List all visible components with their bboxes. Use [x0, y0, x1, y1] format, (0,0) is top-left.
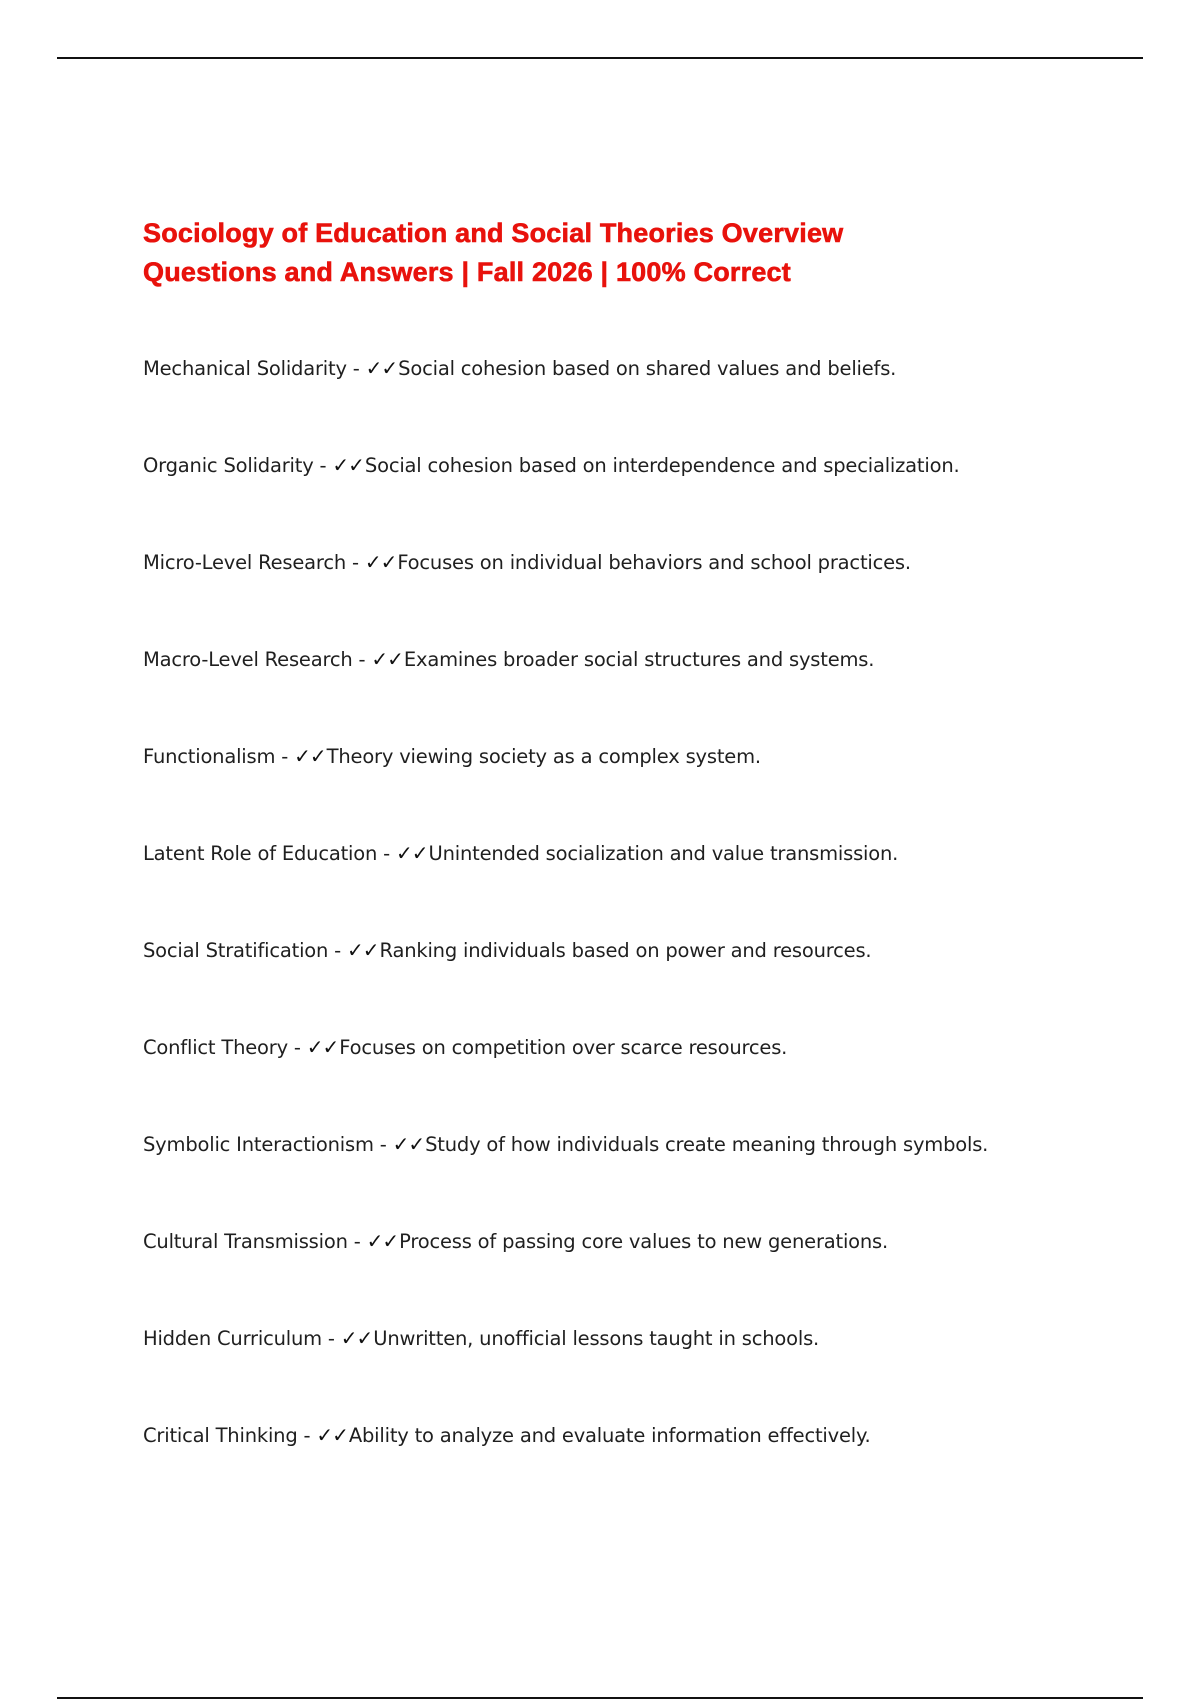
check-icon: ✓✓: [396, 841, 428, 865]
qa-item: [143, 743, 1103, 840]
qa-definition: Unwritten, unofficial lessons taught in schools.: [373, 1327, 820, 1350]
qa-definition: Process of passing core values to new generations.: [399, 1230, 889, 1253]
check-icon: ✓✓: [316, 1423, 348, 1447]
qa-separator: -: [377, 842, 396, 865]
qa-separator: -: [287, 1036, 307, 1059]
qa-definition: Focuses on competition over scarce resources.: [339, 1036, 788, 1059]
check-icon: ✓✓: [347, 938, 379, 962]
qa-item: [143, 1034, 1103, 1131]
qa-item: [143, 646, 1103, 743]
check-icon: ✓✓: [340, 1326, 373, 1350]
check-icon: ✓✓: [365, 356, 398, 380]
qa-item: [143, 937, 1103, 1034]
check-icon: ✓✓: [364, 550, 397, 574]
qa-term: Hidden Curriculum: [143, 1327, 322, 1350]
title-line-1: Sociology of Education and Social Theories Overview: [143, 218, 844, 248]
qa-separator: -: [328, 939, 348, 962]
qa-term: Latent Role of Education: [143, 842, 378, 865]
qa-definition: Unintended socialization and value transmission.: [428, 842, 899, 865]
qa-term: Functionalism: [143, 745, 276, 768]
qa-separator: -: [346, 357, 366, 380]
qa-term: Organic Solidarity: [143, 454, 314, 477]
qa-separator: -: [346, 551, 365, 574]
header-rule: [57, 57, 1143, 59]
qa-item: [143, 1131, 1103, 1228]
qa-item: [143, 452, 1103, 549]
qa-separator: -: [347, 1230, 367, 1253]
check-icon: ✓✓: [294, 744, 326, 768]
qa-separator: -: [313, 454, 333, 477]
qa-separator: -: [275, 745, 295, 768]
check-icon: ✓✓: [332, 453, 364, 477]
qa-item: [143, 1325, 1103, 1422]
qa-separator: -: [352, 648, 372, 671]
qa-term: Micro-Level Research: [143, 551, 346, 574]
qa-definition: Examines broader social structures and systems.: [403, 648, 875, 671]
document-title: [143, 214, 1043, 292]
qa-definition: Ranking individuals based on power and resources.: [379, 939, 872, 962]
qa-definition: Study of how individuals create meaning through symbols.: [425, 1133, 989, 1156]
qa-term: Critical Thinking: [143, 1424, 298, 1447]
qa-separator: -: [321, 1327, 341, 1350]
qa-term: Macro-Level Research: [143, 648, 353, 671]
qa-term: Cultural Transmission: [143, 1230, 348, 1253]
qa-definition: Theory viewing society as a complex system.: [326, 745, 761, 768]
qa-term: Symbolic Interactionism: [143, 1133, 374, 1156]
qa-term: Mechanical Solidarity: [143, 357, 347, 380]
qa-item: [143, 549, 1103, 646]
qa-separator: -: [297, 1424, 317, 1447]
title-line-2: Questions and Answers | Fall 2026 | 100% Correct: [143, 257, 791, 287]
qa-term: Conflict Theory: [143, 1036, 288, 1059]
check-icon: ✓✓: [366, 1229, 399, 1253]
qa-item: [143, 1228, 1103, 1325]
qa-term: Social Stratification: [143, 939, 329, 962]
qa-separator: -: [373, 1133, 393, 1156]
qa-definition: Focuses on individual behaviors and school practices.: [397, 551, 911, 574]
qa-item: [143, 840, 1103, 937]
qa-definition: Social cohesion based on interdependence and specialization.: [364, 454, 960, 477]
qa-list: [143, 355, 1103, 1519]
qa-definition: Social cohesion based on shared values and beliefs.: [398, 357, 897, 380]
check-icon: ✓✓: [392, 1132, 425, 1156]
check-icon: ✓✓: [371, 647, 403, 671]
qa-definition: Ability to analyze and evaluate information effectively.: [348, 1424, 871, 1447]
qa-item: [143, 355, 1103, 452]
check-icon: ✓✓: [306, 1035, 339, 1059]
qa-item: [143, 1422, 1103, 1519]
footer-rule: [57, 1697, 1143, 1699]
